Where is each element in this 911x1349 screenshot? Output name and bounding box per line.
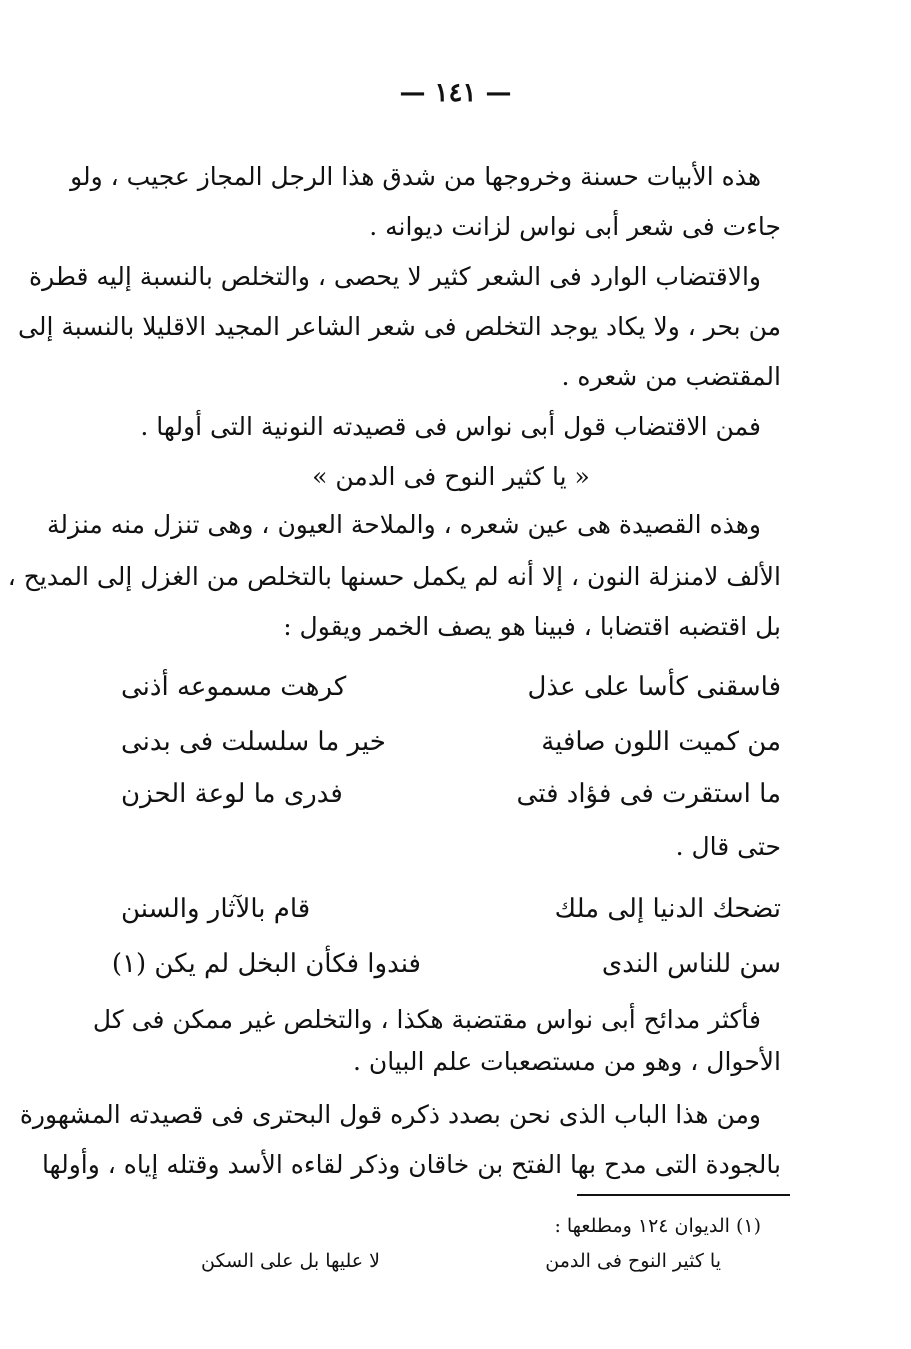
paragraph-line: بل اقتضبه اقتضابا ، فبينا هو يصف الخمر ويقول : — [283, 612, 781, 641]
page-number: — ١٤١ — — [399, 78, 512, 108]
verse-first-hemistich: تضحك الدنيا إلى ملك — [554, 894, 781, 924]
poem-verse — [121, 718, 781, 766]
footnote-reference: (١) الديوان ١٢٤ ومطلعها : — [554, 1215, 761, 1237]
paragraph-line: وهذه القصيدة هى عين شعره ، والملاحة العيون ، وهى تنزل منه منزلة — [47, 510, 761, 539]
paragraph-line: حتى قال . — [675, 832, 781, 861]
paragraph-line: المقتضب من شعره . — [561, 362, 781, 391]
paragraph-line: الألف لامنزلة النون ، إلا أنه لم يكمل حسنها بالتخلص من الغزل إلى المديح ، — [7, 562, 781, 591]
footnote-divider — [577, 1194, 790, 1196]
poem-verse — [121, 770, 781, 818]
footnote-second-hemistich: لا عليها بل على السكن — [201, 1250, 381, 1272]
footnote-verse — [201, 1246, 721, 1276]
verse-second-hemistich: قام بالآثار والسنن — [121, 894, 311, 924]
paragraph-line: جاءت فى شعر أبى نواس لزانت ديوانه . — [369, 212, 781, 241]
paragraph-line: الأحوال ، وهو من مستصعبات علم البيان . — [352, 1047, 781, 1076]
paragraph-line: فأكثر مدائح أبى نواس مقتضبة هكذا ، والتخلص غير ممكن فى كل — [92, 1005, 761, 1034]
paragraph-line: هذه الأبيات حسنة وخروجها من شدق هذا الرجل المجاز عجيب ، ولو — [70, 162, 761, 191]
quoted-hemistich: « يا كثير النوح فى الدمن » — [312, 462, 590, 491]
paragraph-line: والاقتضاب الوارد فى الشعر كثير لا يحصى ، والتخلص بالنسبة إليه قطرة — [29, 262, 761, 291]
poem-verse — [121, 885, 781, 933]
paragraph-line: ومن هذا الباب الذى نحن بصدد ذكره قول البحترى فى قصيدته المشهورة — [19, 1100, 761, 1129]
verse-second-hemistich: كرهت مسموعه أذنى — [121, 672, 347, 702]
verse-first-hemistich: فاسقنى كأسا على عذل — [527, 672, 781, 702]
verse-second-hemistich: فندوا فكأن البخل لم يكن (١) — [111, 949, 421, 979]
paragraph-line: فمن الاقتضاب قول أبى نواس فى قصيدته النونية التى أولها . — [140, 412, 761, 441]
verse-first-hemistich: من كميت اللون صافية — [541, 727, 781, 757]
verse-second-hemistich: خير ما سلسلت فى بدنى — [121, 727, 386, 757]
poem-verse — [121, 663, 781, 711]
paragraph-line: من بحر ، ولا يكاد يوجد التخلص فى شعر الشاعر المجيد الاقليلا بالنسبة إلى — [17, 312, 781, 341]
verse-first-hemistich: سن للناس الندى — [601, 949, 781, 979]
verse-first-hemistich: ما استقرت فى فؤاد فتى — [516, 779, 781, 809]
footnote-first-hemistich: يا كثير النوح فى الدمن — [545, 1250, 721, 1272]
poem-verse — [111, 940, 781, 988]
verse-second-hemistich: فدرى ما لوعة الحزن — [121, 779, 343, 809]
paragraph-line: بالجودة التى مدح بها الفتح بن خاقان وذكر لقاءه الأسد وقتله إياه ، وأولها — [41, 1150, 781, 1179]
